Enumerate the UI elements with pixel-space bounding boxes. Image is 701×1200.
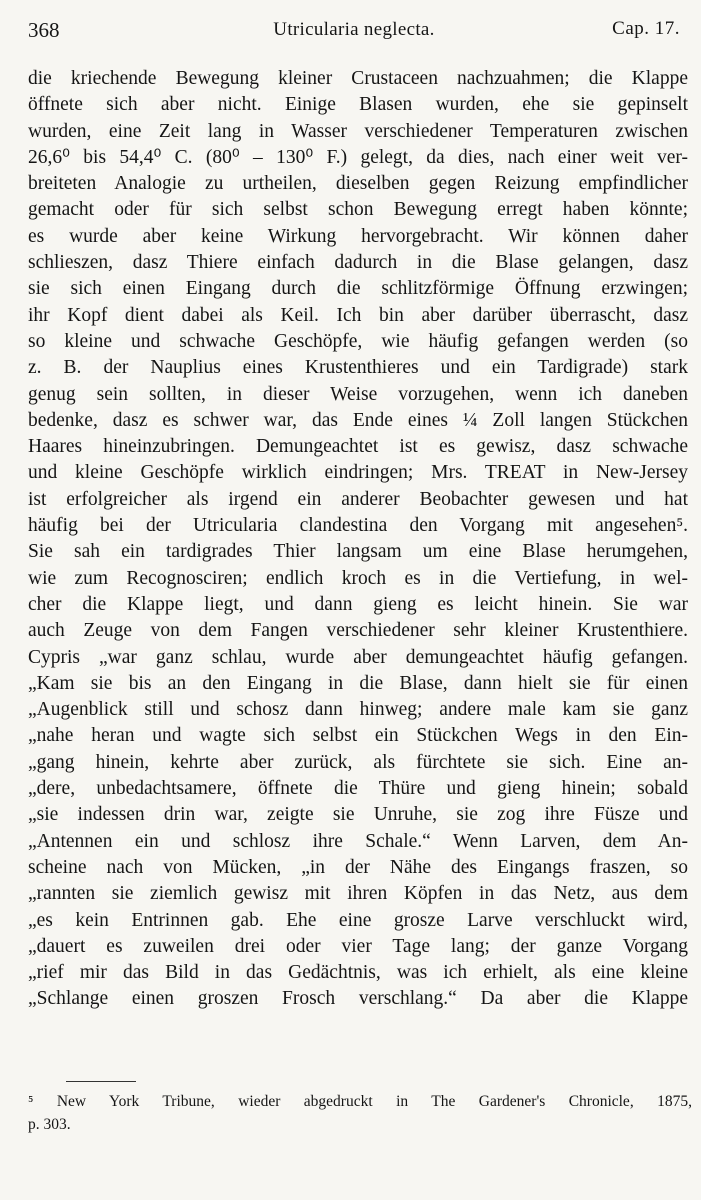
text-line: scheine nach von Mücken, „in der Nähe des Eingangs fraszen, so bbox=[28, 856, 688, 878]
text-line: „Schlange einen groszen Frosch verschlang.“ Da aber die Klappe bbox=[28, 988, 688, 1010]
text-line: 26,6⁰ bis 54,4⁰ C. (80⁰ – 130⁰ F.) gelegt, da dies, nach einer weit ver- bbox=[28, 146, 688, 168]
body-text bbox=[28, 66, 688, 1013]
running-title: Utricularia neglecta. bbox=[273, 19, 435, 40]
text-line: „Antennen ein und schlosz ihre Schale.“ Wenn Larven, dem An- bbox=[28, 830, 688, 852]
text-line: genug sein sollten, in dieser Weise vorzugehen, wenn ich daneben bbox=[28, 383, 688, 405]
text-line: „es kein Entrinnen gab. Ehe eine grosze Larve verschluckt wird, bbox=[28, 909, 688, 931]
text-line: wurden, eine Zeit lang in Wasser verschiedener Temperaturen zwischen bbox=[28, 120, 688, 142]
text-line: häufig bei der Utricularia clandestina den Vorgang mit angesehen⁵. bbox=[28, 515, 688, 537]
text-line: so kleine und schwache Geschöpfe, wie häufig gefangen werden (so bbox=[28, 330, 688, 352]
text-line: „dere, unbedachtsamere, öffnete die Thüre und gieng hinein; sobald bbox=[28, 778, 688, 800]
text-line: es wurde aber keine Wirkung hervorgebracht. Wir können daher bbox=[28, 225, 688, 247]
text-line: „dauert es zuweilen drei oder vier Tage lang; der ganze Vorgang bbox=[28, 935, 688, 957]
text-line: „Augenblick still und schosz dann hinweg; andere male kam sie ganz bbox=[28, 699, 688, 721]
text-line: „rannten sie ziemlich gewisz mit ihren Köpfen in das Netz, aus dem bbox=[28, 883, 688, 905]
text-line: „nahe heran und wagte sich selbst ein Stückchen Wegs in den Ein- bbox=[28, 725, 688, 747]
chapter-label: Cap. 17. bbox=[612, 18, 680, 39]
text-line: bedenke, dasz es schwer war, das Ende eines ¼ Zoll langen Stückchen bbox=[28, 409, 688, 431]
text-line: sie sich einen Eingang durch die schlitzförmige Öffnung erzwingen; bbox=[28, 278, 688, 300]
text-line: breiteten Analogie zu urtheilen, dieselben gegen Reizung empfindlicher bbox=[28, 173, 688, 195]
page-number: 368 bbox=[28, 18, 60, 42]
text-line: ihr Kopf dient dabei als Keil. Ich bin aber darüber überrascht, dasz bbox=[28, 304, 688, 326]
text-line: „Kam sie bis an den Eingang in die Blase, dann hielt sie für einen bbox=[28, 672, 688, 694]
text-line: Sie sah ein tardigrades Thier langsam um eine Blase herumgehen, bbox=[28, 541, 688, 563]
text-line: wie zum Recognosciren; endlich kroch es in die Vertiefung, in wel- bbox=[28, 567, 688, 589]
text-line: die kriechende Bewegung kleiner Crustaceen nachzuahmen; die Klappe bbox=[28, 68, 688, 89]
text-line: gemacht oder für sich selbst schon Bewegung erregt haben könnte; bbox=[28, 199, 688, 221]
text-line: ist erfolgreicher als irgend ein anderer Beobachter gewesen und hat bbox=[28, 488, 688, 510]
text-line: z. B. der Nauplius eines Krustenthieres und ein Tardigrade) stark bbox=[28, 357, 688, 379]
footnote-line: p. 303. bbox=[28, 1116, 71, 1133]
text-line: Cypris „war ganz schlau, wurde aber demungeachtet häufig gefangen. bbox=[28, 646, 688, 668]
text-line: und kleine Geschöpfe wirklich eindringen; Mrs. TREAT in New-Jersey bbox=[28, 462, 688, 484]
text-line: Haares hineinzubringen. Demungeachtet ist es gewisz, dasz schwache bbox=[28, 436, 688, 458]
footnote-rule bbox=[66, 1081, 136, 1082]
text-line: schlieszen, dasz Thiere einfach dadurch in die Blase gelangen, dasz bbox=[28, 252, 688, 274]
running-head bbox=[28, 18, 680, 48]
footnote bbox=[28, 1090, 692, 1136]
text-line: „gang hinein, kehrte aber zurück, als fürchtete sie sich. Eine an- bbox=[28, 751, 688, 773]
text-line: „sie indessen drin war, zeigte sie Unruhe, sie zog ihre Füsze und bbox=[28, 804, 688, 826]
text-line: „rief mir das Bild in das Gedächtnis, was ich erhielt, als eine kleine bbox=[28, 962, 688, 984]
text-line: öffnete sich aber nicht. Einige Blasen wurden, ehe sie gepinselt bbox=[28, 94, 688, 116]
text-line: auch Zeuge von dem Fangen verschiedener sehr kleiner Krustenthiere. bbox=[28, 620, 688, 642]
text-line: cher die Klappe liegt, und dann gieng es leicht hinein. Sie war bbox=[28, 593, 688, 615]
footnote-line: ⁵ New York Tribune, wieder abgedruckt in The Gardener's Chronicle, 1875, bbox=[28, 1093, 692, 1110]
